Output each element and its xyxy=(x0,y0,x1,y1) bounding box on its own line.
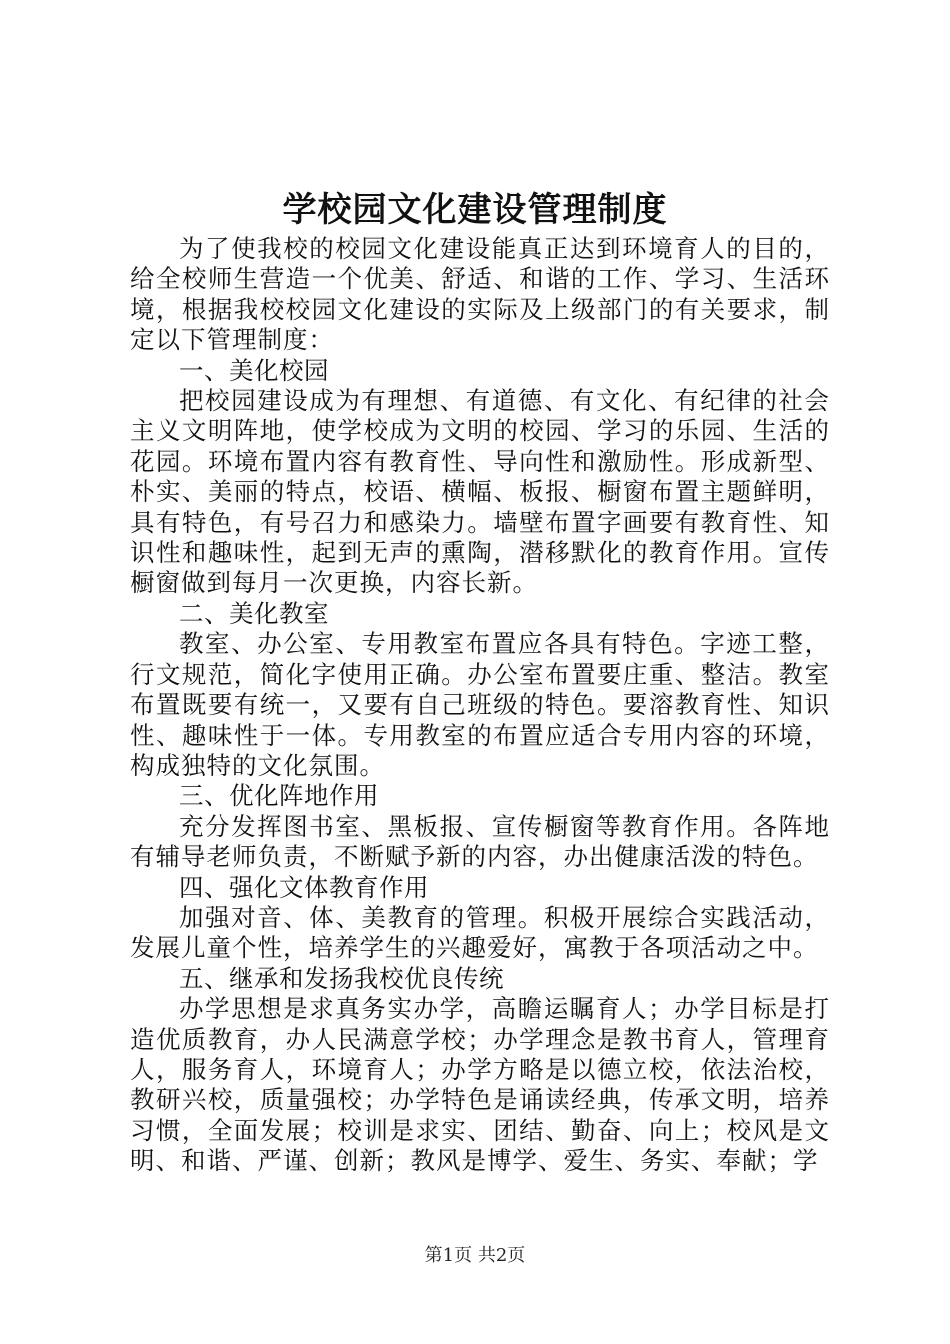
section-heading-3: 三、优化阵地作用 xyxy=(179,781,379,811)
section-paragraph-2: 教室、办公室、专用教室布置应各具有特色。字迹工整，行文规范，简化字使用正确。办公室布置要庄重、整洁。教室布置既要有统一，又要有自己班级的特色。要溶教育性、知识性、趣味性于一体。专用教室的布置应适合专用内容的环境，构成独特的文化氛围。 xyxy=(130,629,830,780)
section-heading-1: 一、美化校园 xyxy=(179,355,329,385)
section-heading-2: 二、美化教室 xyxy=(179,598,329,628)
section-paragraph-5: 办学思想是求真务实办学，高瞻运瞩育人；办学目标是打造优质教育，办人民满意学校；办学理念是教书育人，管理育人，服务育人，环境育人；办学方略是以德立校，依法治校，教研兴校，质量强校；办学特色是诵读经典，传承文明，培养习惯，全面发展；校训是求实、团结、勤奋、向上；校风是文明、和谐、严谨、创新；教风是博学、爱生、务实、奉献；学 xyxy=(130,994,830,1176)
section-paragraph-3: 充分发挥图书室、黑板报、宣传橱窗等教育作用。各阵地有辅导老师负责，不断赋予新的内容，办出健康活泼的特色。 xyxy=(130,811,830,872)
section-paragraph-1: 把校园建设成为有理想、有道德、有文化、有纪律的社会主义文明阵地，使学校成为文明的校园、学习的乐园、生活的花园。环境布置内容有教育性、导向性和激励性。形成新型、朴实、美丽的特点，校语、横幅、板报、橱窗布置主题鲜明，具有特色，有号召力和感染力。墙壁布置字画要有教育性、知识性和趣味性，起到无声的熏陶，潜移默化的教育作用。宣传橱窗做到每月一次更换，内容长新。 xyxy=(130,386,830,598)
section-heading-5: 五、继承和发扬我校优良传统 xyxy=(179,963,504,993)
intro-paragraph: 为了使我校的校园文化建设能真正达到环境育人的目的，给全校师生营造一个优美、舒适、和谐的工作、学习、生活环境，根据我校校园文化建设的实际及上级部门的有关要求，制定以下管理制度： xyxy=(130,234,830,355)
section-paragraph-4: 加强对音、体、美教育的管理。积极开展综合实践活动，发展儿童个性，培养学生的兴趣爱好，寓教于各项活动之中。 xyxy=(130,902,830,963)
document-body xyxy=(130,234,830,1177)
section-heading-4: 四、强化文体教育作用 xyxy=(179,872,429,902)
page-number-footer: 第1页 共2页 xyxy=(424,1245,526,1266)
document-title: 学校园文化建设管理制度 xyxy=(282,190,668,230)
